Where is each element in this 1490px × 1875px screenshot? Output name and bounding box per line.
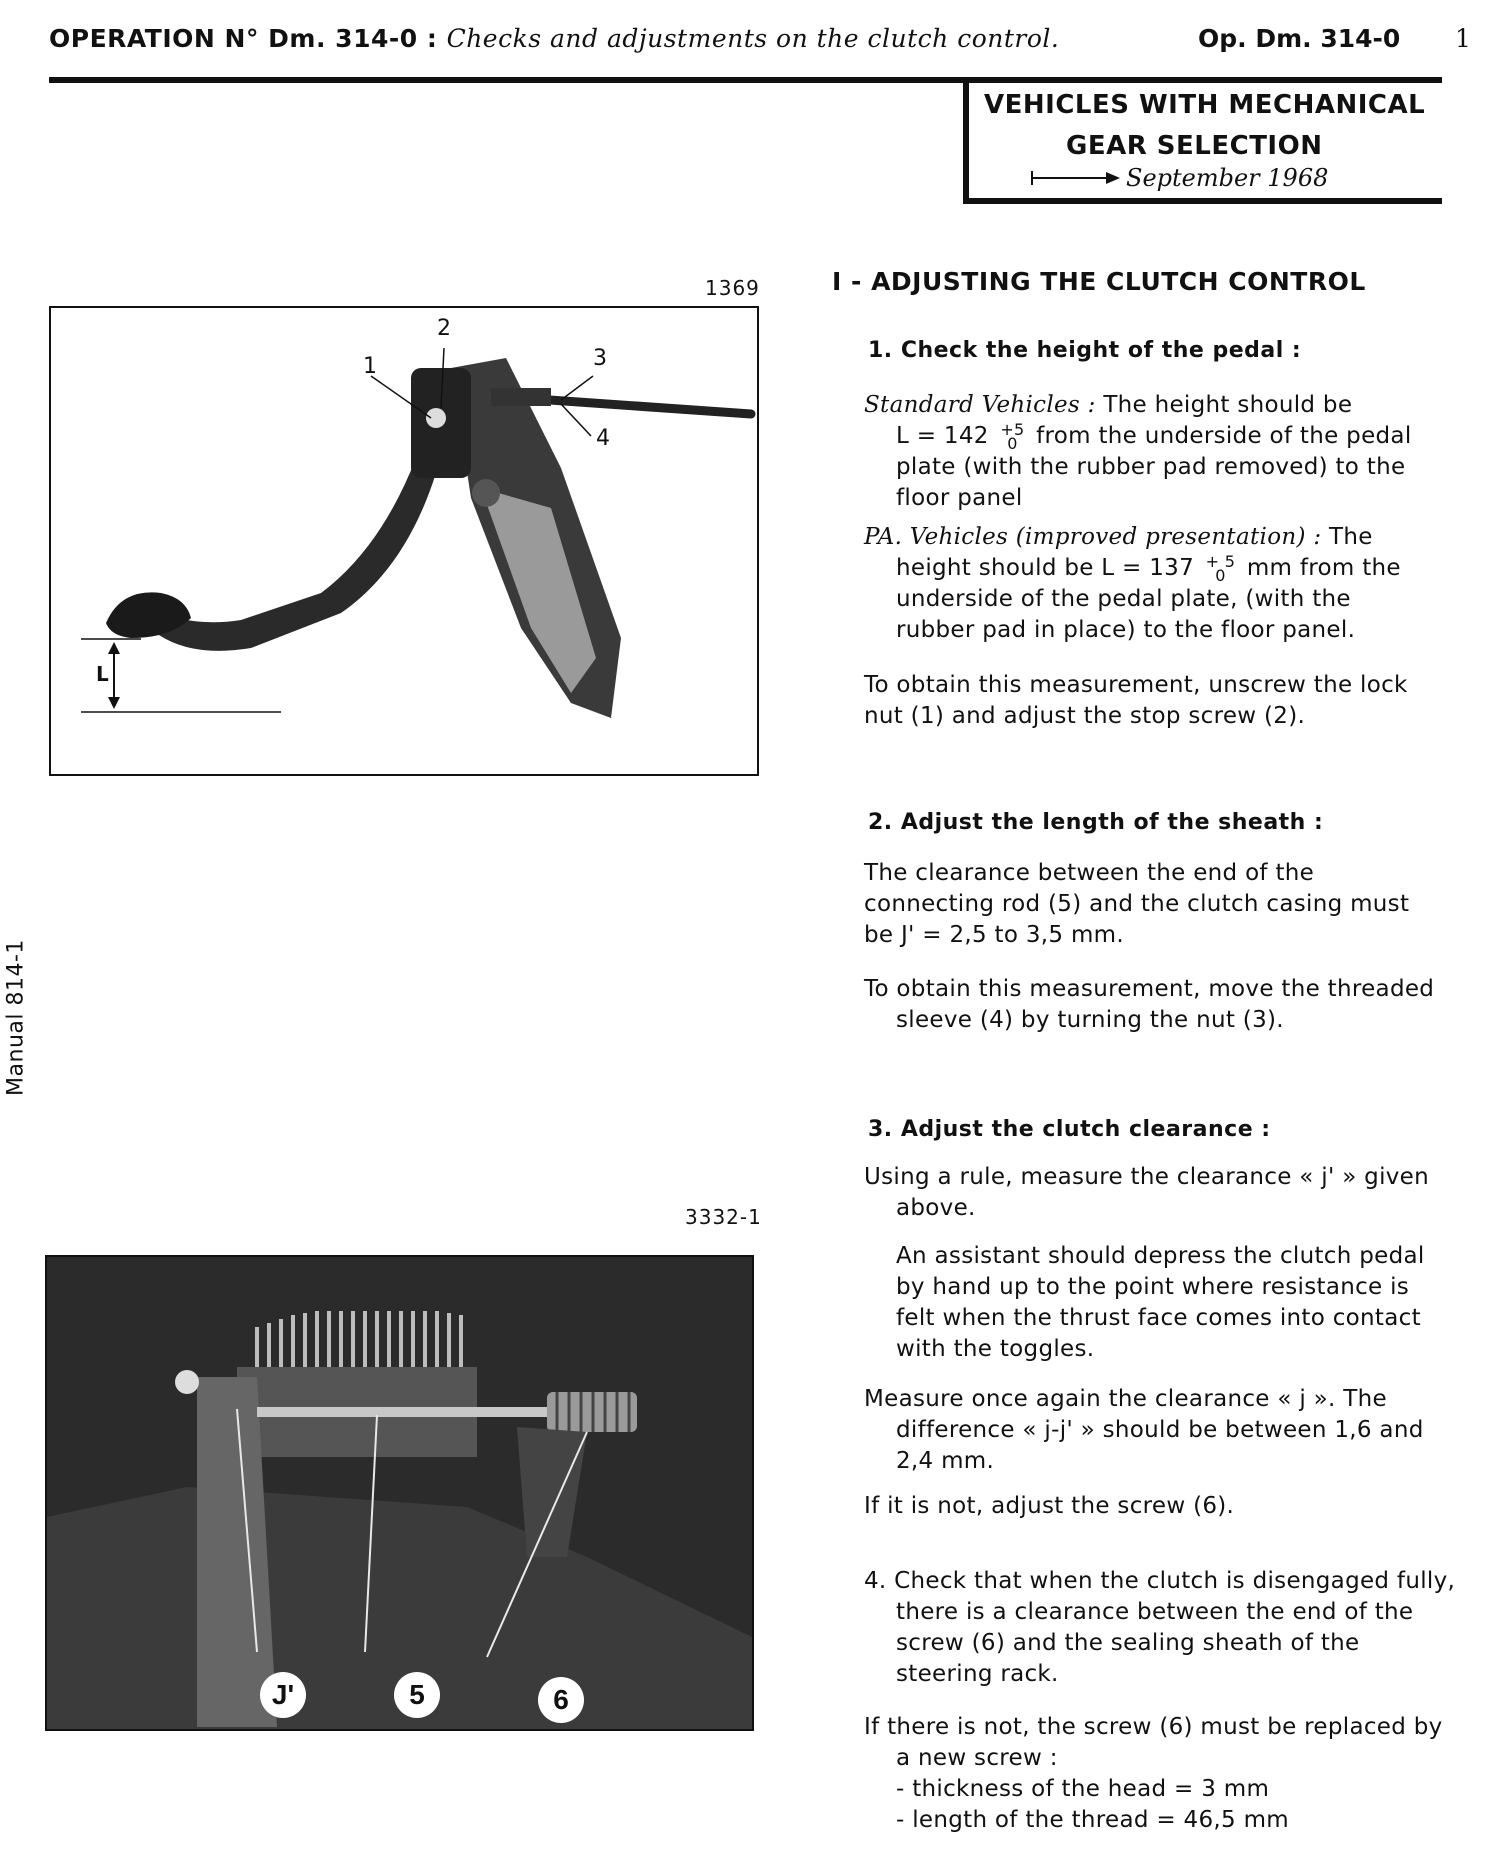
step4-line2: there is a clearance between the end of the xyxy=(896,1599,1414,1625)
vehicle-box-date: September 1968 xyxy=(1126,164,1329,192)
side-manual-label: Manual 814-1 xyxy=(3,939,29,1096)
pedal-illustration xyxy=(51,308,757,774)
standard-vehicles-label: Standard Vehicles : xyxy=(864,392,1096,418)
step3-paragraph2 xyxy=(864,1241,1490,1365)
standard-line1: The height should be xyxy=(1103,392,1353,418)
step1-standard-paragraph xyxy=(864,390,1490,514)
figure2-clutch-photo xyxy=(45,1255,754,1731)
step3-p3-line3: 2,4 mm. xyxy=(896,1448,995,1474)
standard-tol-top: +5 xyxy=(1000,419,1025,439)
figure2-number: 3332-1 xyxy=(685,1205,762,1229)
step4-bullet2: - length of the thread = 46,5 mm xyxy=(896,1807,1289,1833)
step3-p4: If it is not, adjust the screw (6). xyxy=(864,1493,1235,1519)
pa-line4: rubber pad in place) to the floor panel. xyxy=(896,617,1356,643)
vehicle-box-date-row xyxy=(1030,164,1328,192)
fig1-label-4: 4 xyxy=(596,426,610,451)
step2-paragraph2 xyxy=(864,974,1490,1036)
standard-l-prefix: L = 142 xyxy=(896,423,989,449)
step4-paragraph2 xyxy=(864,1712,1490,1836)
step3-p2-line1: An assistant should depress the clutch pedal xyxy=(896,1243,1425,1269)
fig2-callout-5: 5 xyxy=(394,1672,440,1718)
step1-title: 1. Check the height of the pedal : xyxy=(868,338,1302,363)
operation-prefix: OPERATION N° Dm. 314-0 : xyxy=(49,24,438,53)
pa-line3: underside of the pedal plate, (with the xyxy=(896,586,1351,612)
step3-p2-line4: with the toggles. xyxy=(896,1336,1095,1362)
step3-p2-line3: felt when the thrust face comes into contact xyxy=(896,1305,1421,1331)
vehicle-box-line1: VEHICLES WITH MECHANICAL xyxy=(984,90,1426,120)
fig1-label-1: 1 xyxy=(363,354,377,379)
step3-p1-line2: above. xyxy=(896,1195,976,1221)
step2-p1-line2: connecting rod (5) and the clutch casing must xyxy=(864,891,1410,917)
standard-tol-bottom: 0 xyxy=(1007,433,1018,453)
figure1-pedal-diagram xyxy=(49,306,759,776)
step3-paragraph4 xyxy=(864,1491,1490,1522)
vehicle-box-line2: GEAR SELECTION xyxy=(1066,131,1323,161)
pa-l-suffix: mm from the xyxy=(1246,555,1401,581)
section-title: I - ADJUSTING THE CLUTCH CONTROL xyxy=(832,267,1366,296)
step4-bullet1: - thickness of the head = 3 mm xyxy=(896,1776,1270,1802)
standard-tolerance xyxy=(1000,419,1025,453)
figure1-number: 1369 xyxy=(705,276,760,300)
operation-title: Checks and adjustments on the clutch control. xyxy=(446,24,1060,53)
arrow-right-icon xyxy=(1030,169,1120,187)
step3-p3-line1: Measure once again the clearance « j ». The xyxy=(864,1386,1387,1412)
step2-p1-line3: be J' = 2,5 to 3,5 mm. xyxy=(864,922,1124,948)
pa-vehicles-label: PA. Vehicles (improved presentation) : xyxy=(864,524,1322,550)
clutch-photo-illustration xyxy=(47,1257,752,1729)
step4-line4: steering rack. xyxy=(896,1661,1059,1687)
page-number: 1 xyxy=(1455,24,1471,53)
step4-p2-line2: a new screw : xyxy=(896,1745,1058,1771)
step2-p1-line1: The clearance between the end of the xyxy=(864,860,1315,886)
pa-line1-end: The xyxy=(1329,524,1373,550)
step3-p3-line2: difference « j-j' » should be between 1,6 and xyxy=(896,1417,1424,1443)
pa-tol-top: + 5 xyxy=(1205,551,1236,571)
obtain-line1: To obtain this measurement, unscrew the lock xyxy=(864,672,1408,698)
fig1-label-3: 3 xyxy=(593,346,607,371)
step2-title: 2. Adjust the length of the sheath : xyxy=(868,810,1324,835)
fig1-label-L: L xyxy=(96,662,109,686)
step1-pa-paragraph xyxy=(864,522,1490,646)
standard-l-suffix: from the underside of the pedal xyxy=(1036,423,1412,449)
step4-paragraph1 xyxy=(864,1566,1490,1690)
step4-p2-line1: If there is not, the screw (6) must be replaced by xyxy=(864,1714,1443,1740)
step3-title: 3. Adjust the clutch clearance : xyxy=(868,1117,1271,1142)
fig1-label-2: 2 xyxy=(437,316,451,341)
standard-line4: floor panel xyxy=(896,485,1023,511)
step1-obtain-paragraph xyxy=(864,670,1490,732)
step3-p1-line1: Using a rule, measure the clearance « j' » given xyxy=(864,1164,1430,1190)
operation-heading xyxy=(49,24,1059,53)
step2-p2-line1: To obtain this measurement, move the threaded xyxy=(864,976,1435,1002)
step4-line3: screw (6) and the sealing sheath of the xyxy=(896,1630,1360,1656)
step2-paragraph1 xyxy=(864,858,1490,951)
step3-paragraph3 xyxy=(864,1384,1490,1477)
pa-l-prefix: height should be L = 137 xyxy=(896,555,1195,581)
fig2-callout-j: J' xyxy=(260,1672,306,1718)
operation-ref: Op. Dm. 314-0 xyxy=(1198,24,1401,53)
fig2-callout-6: 6 xyxy=(538,1677,584,1723)
step4-line1: 4. Check that when the clutch is disengaged fully, xyxy=(864,1568,1456,1594)
pa-tol-bottom: 0 xyxy=(1215,565,1226,585)
standard-line3: plate (with the rubber pad removed) to the xyxy=(896,454,1406,480)
step2-p2-line2: sleeve (4) by turning the nut (3). xyxy=(896,1007,1284,1033)
pa-tolerance xyxy=(1205,551,1236,585)
obtain-line2: nut (1) and adjust the stop screw (2). xyxy=(864,703,1306,729)
step3-paragraph1 xyxy=(864,1162,1490,1224)
step3-p2-line2: by hand up to the point where resistance is xyxy=(896,1274,1410,1300)
